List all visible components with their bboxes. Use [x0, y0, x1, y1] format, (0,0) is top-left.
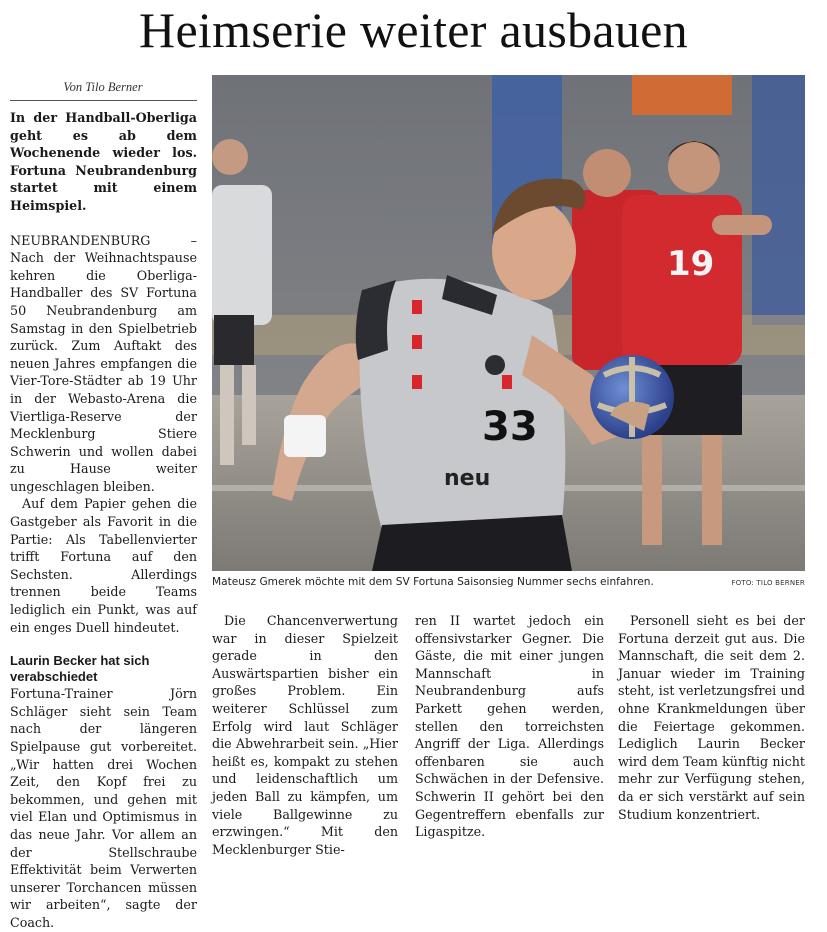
body-paragraph: ren II wartet jedoch ein offensivstarker Gegner. Die Gäste, die mit einer jungen Mannschaft in Neubrandenburg aufs Parkett gehen werden, stellen den torreichsten Angriff der Liga. Allerdings offenbaren sie auch Schwächen in der Defensive. Schwerin II gehört bei den Gegentreffern ebenfalls zur Ligaspitze.: [415, 613, 604, 840]
photo-credit: FOTO: TILO BERNER: [731, 579, 805, 587]
article-column-3: [415, 612, 604, 841]
body-paragraph: Die Chancenverwertung war in dieser Spielzeit gerade in den Auswärtspartien bisher ein großes Problem. Ein weiterer Schlüssel zum Erfolg wird laut Schläger die Abwehrarbeit sein. „Hier heißt es, kompakt zu stehen und leidenschaftlich um jeden Ball zu kämpfen, um viele Ballgewinne zu erzwingen.“ Mit den Mecklenburger Stie-: [212, 613, 398, 857]
article-column-4: [618, 612, 805, 823]
lead-paragraph: In der Handball-Oberliga geht es ab dem Wochenende wieder los. Fortuna Neubrandenburg startet mit einem Heimspiel.: [10, 110, 197, 213]
opponent-jersey-number: 19: [667, 244, 715, 284]
article-photo: [212, 75, 805, 571]
player-jersey-number: 33: [482, 404, 538, 450]
photo-caption: Mateusz Gmerek möchte mit dem SV Fortuna Saisonsieg Nummer sechs einfahren.: [212, 576, 654, 588]
headline: Heimserie weiter ausbauen: [139, 2, 688, 58]
body-paragraph: Auf dem Papier gehen die Gastgeber als Favorit in die Partie: Als Tabellenvierter trifft Fortuna auf den Sechsten. Allerdings trennen beide Teams lediglich ein Punkt, was auf ein enges Duell hindeutet.: [10, 496, 197, 635]
body-paragraph: NEUBRANDENBURG – Nach der Weihnachtspause kehren die Oberliga-Handballer des SV Fortuna 50 Neubrandenburg am Samstag in den Spielbetrieb zurück. Zum Auftakt des neuen Jahres empfangen die Vier-Tore-Städter ab 19 Uhr in der Webasto-Arena die Viertliga-Reserve der Mecklenburg Stiere Schwerin und wollen dabei zu Hause weiter ungeschlagen bleiben.: [10, 232, 197, 494]
byline-rule: [10, 100, 197, 101]
article-column-1: [10, 109, 197, 932]
body-paragraph: Fortuna-Trainer Jörn Schläger sieht sein Team nach der längeren Spielpause gut vorbereitet. „Wir hatten drei Wochen Zeit, den Kopf frei zu bekommen, und gehen mit viel Elan und Optimismus in das neue Jahr. Vor allem an der Stellschraube Effektivität beim Verwerten unserer Torchancen müssen wir arbeiten“, sagte der Coach.: [10, 686, 197, 930]
article-column-2: [212, 612, 398, 858]
byline: Von Tilo Berner: [63, 80, 143, 94]
jersey-sponsor-text: neu: [444, 466, 491, 491]
subheading: Laurin Becker hat sich verabschiedet: [10, 653, 150, 685]
body-paragraph: Personell sieht es bei der Fortuna derzeit gut aus. Die Mannschaft, die seit dem 2. Januar wieder im Training steht, ist verletzungsfrei und ohne Krankmeldungen über die Feiertage gekommen. Lediglich Laurin Becker wird dem Team künftig nicht mehr zur Verfügung stehen, da er sich verstärkt auf sein Studium konzentriert.: [618, 613, 805, 822]
